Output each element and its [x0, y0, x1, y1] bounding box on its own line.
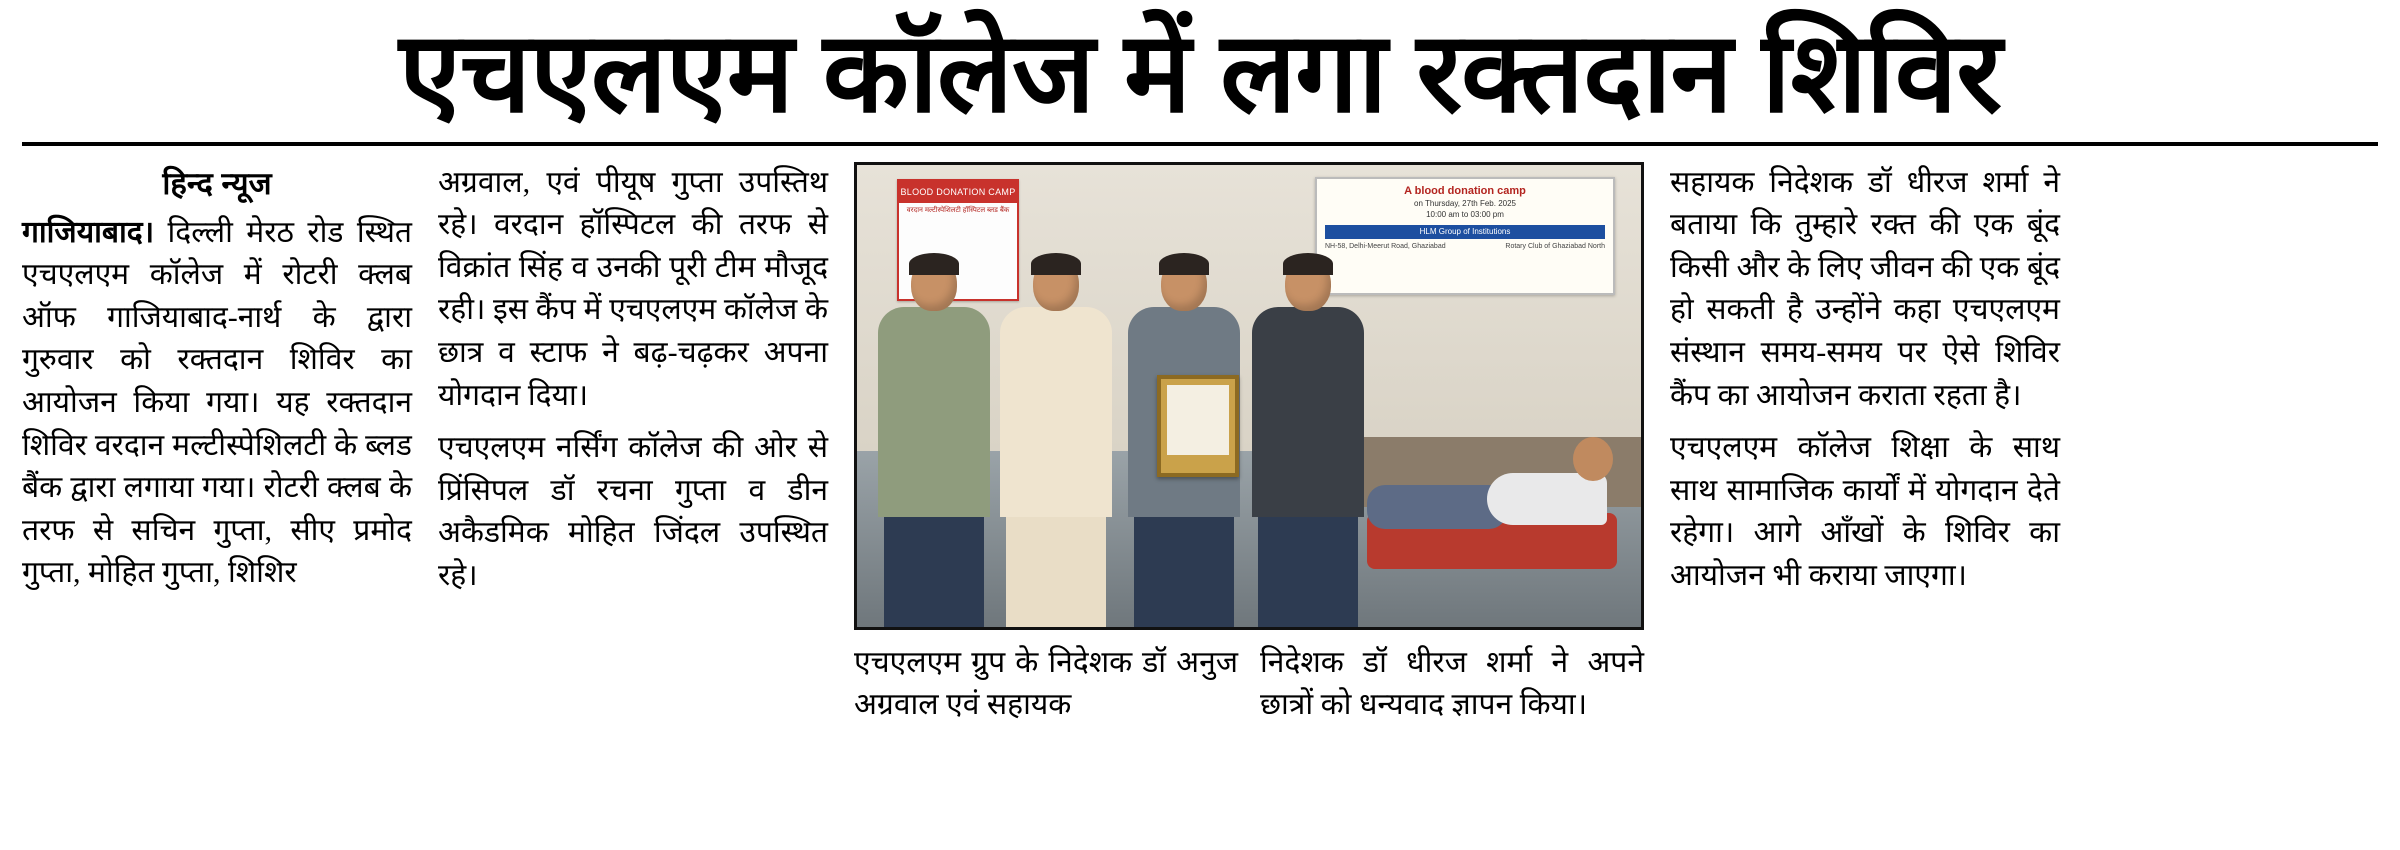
- award-plaque-inner: [1167, 385, 1229, 455]
- person-head: [1033, 257, 1079, 311]
- photo-person-1: [875, 257, 993, 627]
- photo-person-2: [997, 257, 1115, 627]
- column-2-paragraph-1: अग्रवाल, एवं पीयूष गुप्ता उपस्तिथ रहे। वरदान हॉस्पिटल की तरफ से विक्रांत सिंह व उनकी पूरी टीम मौजूद रही। इस कैंप में एचएलएम कॉलेज के छात्र व स्टाफ ने बढ़-चढ़कर अपना योगदान दिया।: [438, 165, 828, 412]
- poster-footer: [1325, 242, 1605, 252]
- person-hair: [909, 253, 959, 275]
- person-legs: [1258, 517, 1358, 627]
- column-photo: [854, 162, 1644, 727]
- headline-divider: [22, 142, 2378, 146]
- person-hair: [1031, 253, 1081, 275]
- dateline: गाजियाबाद।: [22, 215, 155, 249]
- award-plaque: [1157, 375, 1239, 477]
- donor-head: [1573, 437, 1613, 481]
- poster-institution-bar: HLM Group of Institutions: [1325, 225, 1605, 239]
- photo-caption-left: एचएलएम ग्रुप के निदेशक डॉ अनुज अग्रवाल एवं सहायक: [854, 645, 1238, 722]
- person-legs: [884, 517, 984, 627]
- column-2: [438, 162, 828, 598]
- byline: हिन्द न्यूज: [162, 165, 272, 201]
- column-1: [22, 162, 412, 595]
- photo-caption-row: [854, 642, 1644, 727]
- page-title: एचएलएम कॉलेज में लगा रक्तदान शिविर: [398, 10, 2002, 135]
- column-4: [1670, 162, 2060, 598]
- person-legs: [1006, 517, 1106, 627]
- poster-title: A blood donation camp: [1404, 184, 1526, 197]
- person-body: [1252, 307, 1364, 517]
- column-4-paragraph-1: सहायक निदेशक डॉ धीरज शर्मा ने बताया कि तुम्हारे रक्त की एक बूंद किसी और के लिए जीवन की एक बूंद हो सकती है उन्होंने कहा एचएलएम संस्थान समय-समय पर ऐसे शिविर कैंप का आयोजन कराता रहता है।: [1670, 165, 2060, 412]
- column-1-text: दिल्ली मेरठ रोड स्थित एचएलएम कॉलेज में रोटरी क्लब ऑफ गाजियाबाद-नार्थ के द्वारा गुरुवार को रक्तदान शिविर का आयोजन किया गया। यह रक्तदान शिविर वरदान मल्टीस्पेशिलटी के ब्लड बैंक द्वारा लगाया गया। रोटरी क्लब के तरफ से सचिन गुप्ता, सीए प्रमोद गुप्ता, मोहित गुप्ता, शिशिर: [22, 215, 412, 590]
- article-photo: [854, 162, 1644, 630]
- article-body: [22, 162, 2378, 727]
- banner-body: वरदान मल्टीस्पेशिलटी हॉस्पिटल ब्लड बैंक: [906, 206, 1010, 214]
- banner-title: BLOOD DONATION CAMP: [899, 181, 1017, 203]
- person-head: [1161, 257, 1207, 311]
- column-4-paragraph-2: एचएलएम कॉलेज शिक्षा के साथ साथ सामाजिक कार्यों में योगदान देते रहेगा। आगे आँखों के शिविर का आयोजन भी कराया जाएगा।: [1670, 431, 2060, 592]
- person-head: [1285, 257, 1331, 311]
- poster-footer-right: Rotary Club of Ghaziabad North: [1505, 242, 1605, 250]
- blood-donor-on-bed: [1367, 449, 1617, 569]
- photo-caption-right: निदेशक डॉ धीरज शर्मा ने अपने छात्रों को धन्यवाद ज्ञापन किया।: [1260, 645, 1644, 722]
- poster-footer-left: NH-58, Delhi-Meerut Road, Ghaziabad: [1325, 242, 1446, 250]
- poster-line-1: on Thursday, 27th Feb. 2025: [1414, 199, 1516, 209]
- person-body: [878, 307, 990, 517]
- person-head: [911, 257, 957, 311]
- person-hair: [1283, 253, 1333, 275]
- poster-line-2: 10:00 am to 03:00 pm: [1426, 210, 1504, 219]
- donor-legs: [1367, 485, 1507, 529]
- column-2-paragraph-2: एचएलएम नर्सिंग कॉलेज की ओर से प्रिंसिपल डॉ रचना गुप्ता व डीन अकैडमिक मोहित जिंदल उपस्थित रहे।: [438, 431, 828, 592]
- person-hair: [1159, 253, 1209, 275]
- photo-person-4: [1249, 257, 1367, 627]
- person-legs: [1134, 517, 1234, 627]
- column-1-paragraph: [22, 212, 412, 595]
- person-body: [1000, 307, 1112, 517]
